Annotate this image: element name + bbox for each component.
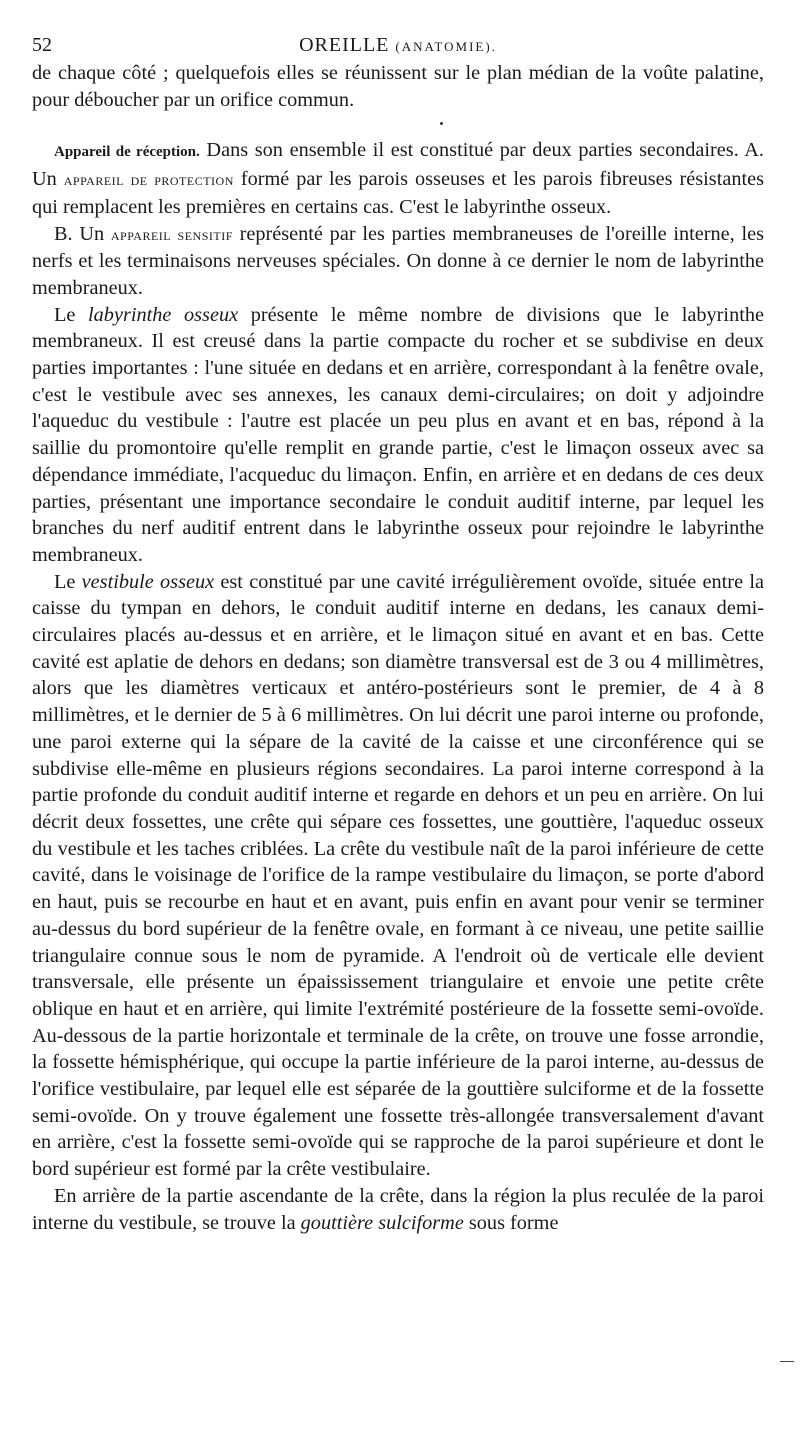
italic-term: gouttière sulciforme [300,1211,464,1234]
paragraph-appareil-reception [32,137,764,220]
paragraph-text: Le [54,303,89,326]
paragraph-text: sous forme [463,1211,559,1234]
paragraph-appareil-sensitif [32,221,764,302]
paragraph-text: B. Un [54,222,111,245]
print-speck [440,122,443,125]
small-caps-term: appareil sensitif [110,224,233,244]
italic-term: vestibule osseux [81,570,215,593]
italic-term: labyrinthe osseux [88,303,239,326]
paragraph-text: formé par les parois osseuses et les parois fibreuses résistantes qui remplacent les premières en certains cas. C'est le labyrinthe osseux. [32,168,765,218]
paragraph-text: représenté par les parties membraneuses de l'oreille interne, les nerfs et les terminaisons nerveuses spéciales. On donne à ce dernier le nom de labyrinthe membraneux. [32,222,765,299]
paragraph-continuation: de chaque côté ; quelquefois elles se réunissent sur le plan médian de la voûte palatine, pour déboucher par un orifice commun. [32,62,764,111]
paragraph-text: est constitué par une cavité irrégulièrement ovoïde, située entre la caisse du tympan en dehors, le conduit auditif interne en dedans, les canaux demi-circulaires placés au-dessus et en arrière, et le limaçon situé en avant et en bas. Cette cavité est aplatie de dehors en dedans; son diamètre transversal est de 3 ou 4 millimètres, alors que les diamètres verticaux et antéro-postérieurs sont le premier, de 4 à 8 millimètres, et le dernier de 5 à 6 millimètres. On lui décrit une paroi interne ou profonde, une paroi externe qui la sépare de la cavité de la caisse et une circonférence qui se subdivise elle-même en plusieurs régions secondaires. La paroi interne correspond à la partie profonde du conduit auditif interne et regarde en dehors et un peu en arrière. On lui décrit deux fossettes, une crête qui sépare ces fossettes, une gouttière, l'aqueduc osseux du vestibule et les taches criblées. La crête du vestibule naît de la paroi inférieure de cette cavité, dans le voisinage de l'orifice de la rampe vestibulaire du limaçon, se porte d'abord en haut, puis se recourbe en haut et en avant, puis enfin en avant pour venir se terminer au-dessus du bord supérieur de la fenêtre ovale, en formant à ce niveau, une petite saillie triangulaire connue sous le nom de pyramide. A l'endroit où de verticale elle devient transversale, elle présente un épaississement triangulaire et envoie une petite crête oblique en haut et en arrière, qui limite l'extrémité postérieure de la fossette semi-ovoïde. Au-dessous de la partie horizontale et terminale de la crête, on trouve une fosse arrondie, la fossette hémisphérique, qui occupe la partie inférieure de la paroi interne, au-dessus de l'orifice vestibulaire, par lequel elle est séparée de la gouttière sulciforme et de la fossette semi-ovoïde. On y trouve également une fossette très-allongée transversalement d'avant en arrière, c'est la fossette semi-ovoïde qui se rapproche de la paroi supérieure et dont le bord supérieur est formé par la crête vestibulaire. [32,570,764,1181]
paragraph-text: Dans son ensemble il est constitué par deux parties secondaires. A. Un [32,139,765,191]
paragraph-labyrinthe-osseux [32,302,764,569]
section-lead: Appareil de réception. [54,144,200,161]
page [32,28,764,1236]
paragraph-vestibule-osseux [32,569,764,1183]
paragraph-gouttiere-sulciforme [32,1183,764,1236]
small-caps-term: appareil de protection [63,170,234,190]
margin-mark [780,1361,794,1362]
running-title-subtitle: (ANATOMIE). [395,39,497,54]
paragraph-text: présente le même nombre de divisions que le labyrinthe membraneux. Il est creusé dans la partie compacte du rocher et se subdivise en deux parties importantes : l'une située en dedans et en arrière, correspondant à la fenêtre ovale, c'est le vestibule avec ses annexes, les canaux demi-circulaires; on doit y adjoindre l'aqueduc du vestibule : l'autre est placée un peu plus en avant et en bas, répond à la saillie du promontoire qu'elle remplit en grande partie, c'est le limaçon osseux avec sa dépendance immédiate, l'acqueduc du limaçon. Enfin, en arrière et en dedans de ces deux parties, présentant une importance secondaire le conduit auditif interne, par lequel les branches du nerf auditif entrent dans le labyrinthe osseux pour rejoindre le labyrinthe membraneux. [32,303,764,566]
page-number: 52 [32,34,52,56]
paragraph-text: Le [54,570,82,593]
running-title-main: OREILLE [299,34,390,56]
paragraph-text: En arrière de la partie ascendante de la crête, dans la région la plus reculée de la paroi interne du vestibule, se trouve la [32,1184,764,1234]
running-header [32,28,764,60]
running-title [32,34,764,57]
body-text [32,60,764,1236]
